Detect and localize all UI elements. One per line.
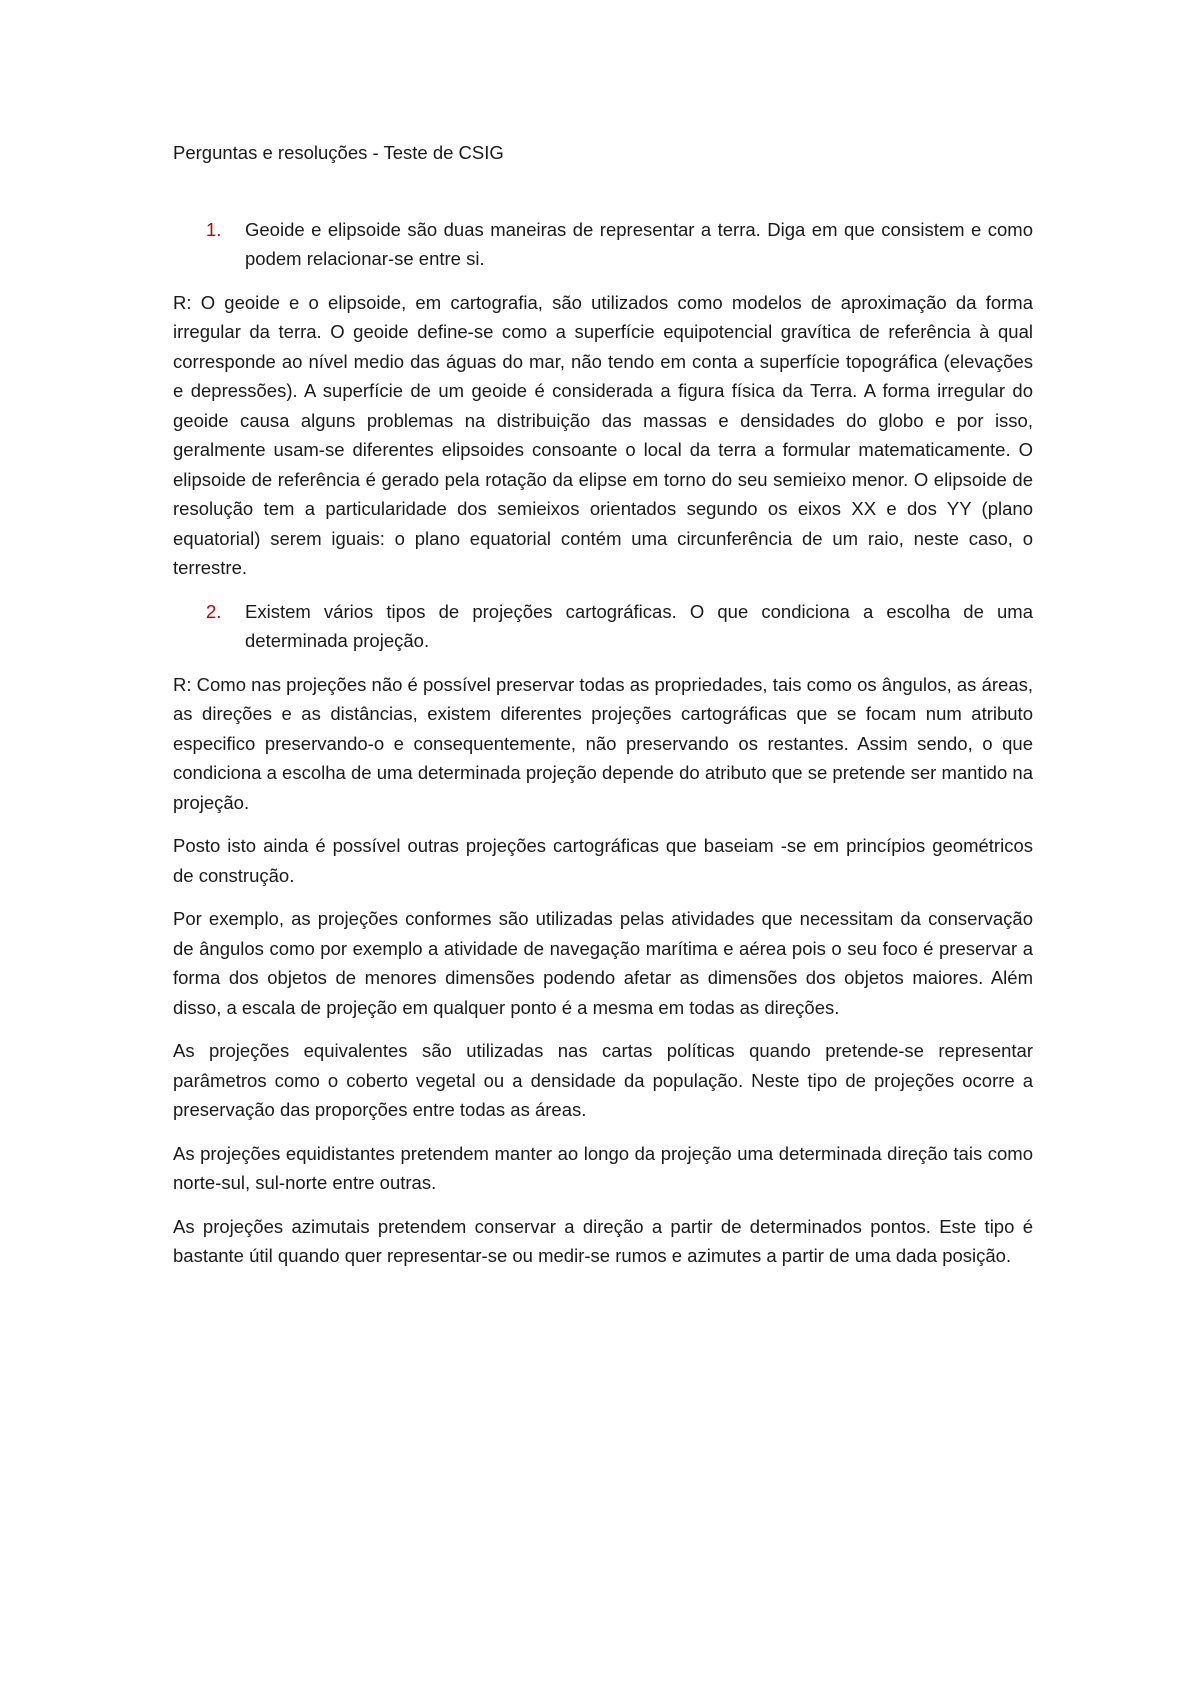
answer-2-paragraph-6: As projeções azimutais pretendem conservar a direção a partir de determinados pontos. Este tipo é bastante útil quando quer representar-se ou medir-se rumos e azimutes a partir de uma dada posição. [173, 1215, 1033, 1266]
answer-2-paragraph-5: As projeções equidistantes pretendem manter ao longo da projeção uma determinada direção tais como norte-sul, sul-norte entre outras. [173, 1142, 1033, 1193]
question-1-text: Geoide e elipsoide são duas maneiras de representar a terra. Diga em que consistem e como podem relacionar-se entre si. [245, 218, 1033, 269]
answer-2-paragraph-1: R: Como nas projeções não é possível preservar todas as propriedades, tais como os ângulos, as áreas, as direções e as distâncias, existem diferentes projeções cartográficas que se focam num atributo especifico preservando-o e consequentemente, não preservando os restantes. Assim sendo, o que condiciona a escolha de uma determinada projeção depende do atributo que se pretende ser mantido na projeção. [173, 673, 1033, 813]
question-1 [173, 215, 1033, 274]
question-2-text: Existem vários tipos de projeções cartográficas. O que condiciona a escolha de uma determinada projeção. [245, 600, 1033, 651]
answer-2-paragraph-4: As projeções equivalentes são utilizadas nas cartas políticas quando pretende-se representar parâmetros como o coberto vegetal ou a densidade da população. Neste tipo de projeções ocorre a preservação das proporções entre todas as áreas. [173, 1040, 1033, 1120]
answer-2-paragraph-2: Posto isto ainda é possível outras projeções cartográficas que baseiam -se em princípios geométricos de construção. [173, 835, 1033, 886]
question-2 [173, 597, 1033, 656]
document-body [173, 138, 1033, 1285]
document-title: Perguntas e resoluções - Teste de CSIG [173, 142, 504, 163]
question-1-number: 1. [206, 218, 222, 240]
answer-1-paragraph: R: O geoide e o elipsoide, em cartografia, são utilizados como modelos de aproximação da forma irregular da terra. O geoide define-se como a superfície equipotencial gravítica de referência à qual corresponde ao nível medio das águas do mar, não tendo em conta a superfície topográfica (elevações e depressões). A superfície de um geoide é considerada a figura física da Terra. A forma irregular do geoide causa alguns problemas na distribuição das massas e densidades do globo e por isso, geralmente usam-se diferentes elipsoides consoante o local da terra a formular matematicamente. O elipsoide de referência é gerado pela rotação da elipse em torno do seu semieixo menor. O elipsoide de resolução tem a particularidade dos semieixos orientados segundo os eixos XX e dos YY (plano equatorial) serem iguais: o plano equatorial contém uma circunferência de um raio, neste caso, o terrestre. [173, 291, 1033, 578]
question-2-number: 2. [206, 600, 222, 622]
answer-2-paragraph-3: Por exemplo, as projeções conformes são utilizadas pelas atividades que necessitam da conservação de ângulos como por exemplo a atividade de navegação marítima e aérea pois o seu foco é preservar a forma dos objetos de menores dimensões podendo afetar as dimensões dos objetos maiores. Além disso, a escala de projeção em qualquer ponto é a mesma em todas as direções. [173, 908, 1033, 1018]
